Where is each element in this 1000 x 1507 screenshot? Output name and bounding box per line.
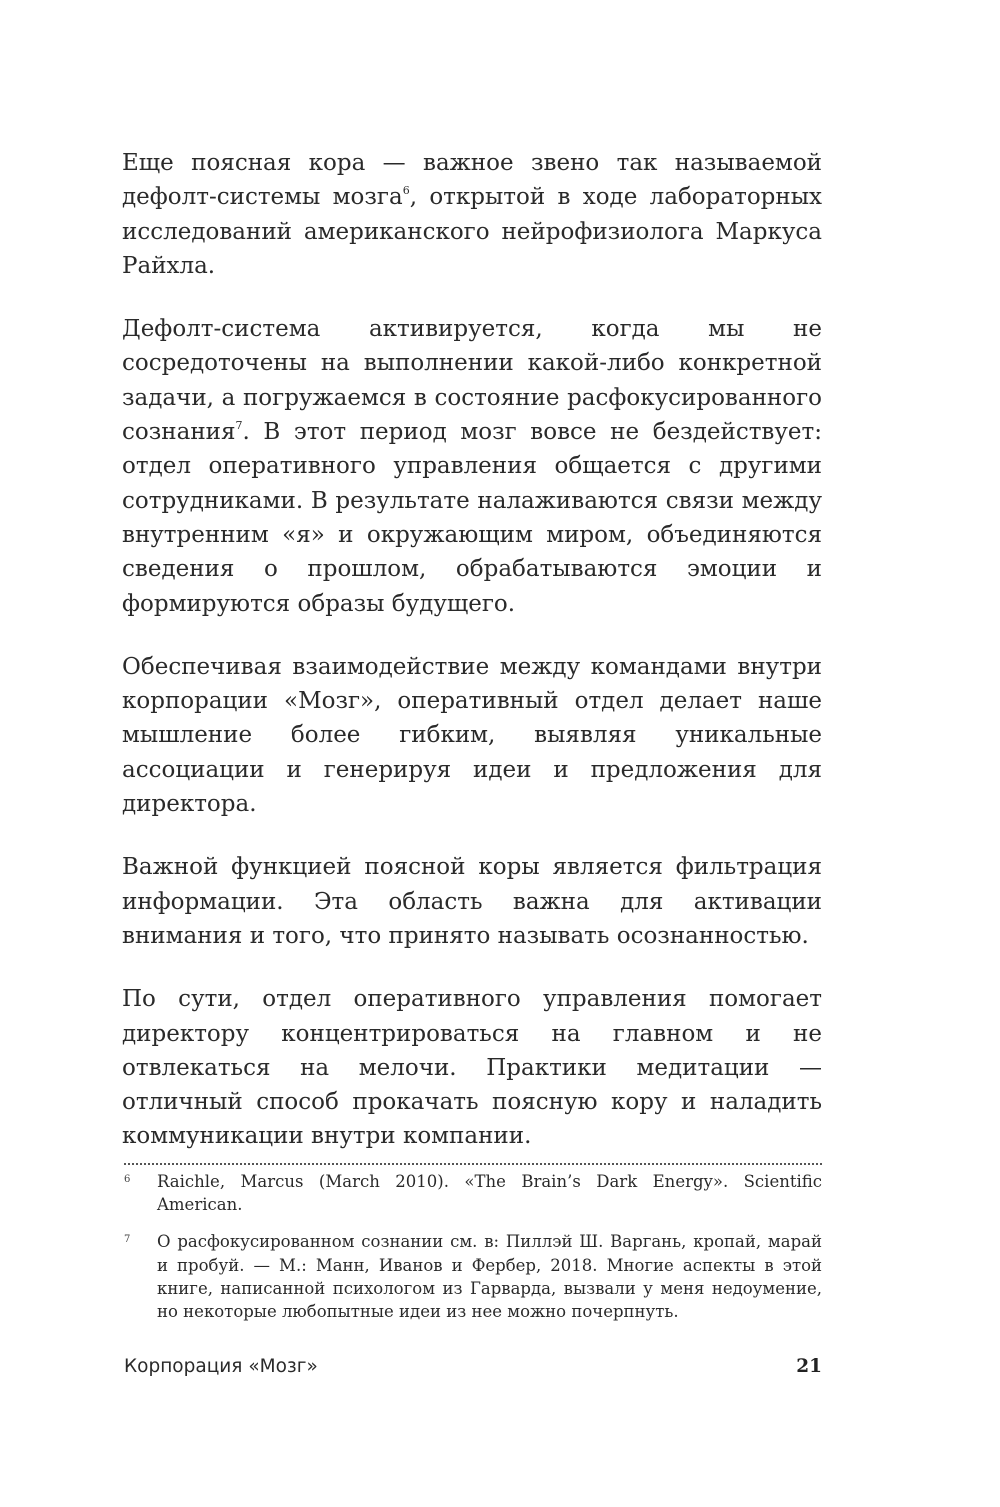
- page-footer: [124, 1356, 822, 1377]
- main-text: [122, 146, 822, 1183]
- footnote-number: 6: [124, 1174, 131, 1185]
- footnote-text: Raichle, Marcus (March 2010). «The Brain’s Dark Energy». Scientific American.: [157, 1172, 822, 1215]
- paragraph-5: По сути, отдел оперативного управления помогает директору концентрироваться на главном и не отвлекаться на мелочи. Практики медитации — отличный способ прокачать поясную кору и наладить коммуникации внутри компании.: [122, 986, 822, 1150]
- paragraph-4: Важной функцией поясной коры является фильтрация информации. Эта область важна для активации внимания и того, что принято называть осознанностью.: [122, 854, 822, 949]
- footnote-ref-7[interactable]: 7: [235, 419, 243, 433]
- paragraph-3: Обеспечивая взаимодействие между командами внутри корпорации «Мозг», оперативный отдел делает наше мышление более гибким, выявляя уникальные ассоциации и генерируя идеи и предложения для директора.: [122, 653, 822, 818]
- footnote-text: О расфокусированном сознании см. в: Пиллэй Ш. Варгань, кропай, марай и пробуй. — М.: Манн, Иванов и Фербер, 2018. Многие аспекты в этой книге, написанной психологом из Гарварда, вызвали у меня недоумение, но некоторые любопытные идеи из нее можно почерпнуть.: [157, 1232, 822, 1322]
- footnote-6: [124, 1170, 822, 1216]
- footnotes: [124, 1170, 822, 1337]
- footnote-7: [124, 1230, 822, 1323]
- footnote-number: 7: [124, 1234, 131, 1246]
- running-title: Корпорация «Мозг»: [124, 1356, 318, 1377]
- paragraph-1: Еще поясная кора — важное звено так называемой дефолт-системы мозга$^6$, открытой в ходе лабораторных исследований американского нейрофизиолога Маркуса Райхла.: [122, 150, 822, 279]
- paragraph-2: Дефолт-система активируется, когда мы не сосредоточены на выполнении какой-либо конкретной задачи, а погружаемся в состояние расфокусированного сознания$^7$. В этот период мозг вовсе не бездействует: отдел оперативного управления общается с другими сотрудниками. В результате налаживаются связи между внутренним «я» и окружающим миром, объединяются сведения о прошлом, обрабатываются эмоции и формируются образы будущего.: [122, 316, 822, 617]
- footnote-ref-6[interactable]: 6: [402, 184, 410, 198]
- footnote-separator: [124, 1163, 822, 1165]
- page-number: 21: [796, 1356, 822, 1377]
